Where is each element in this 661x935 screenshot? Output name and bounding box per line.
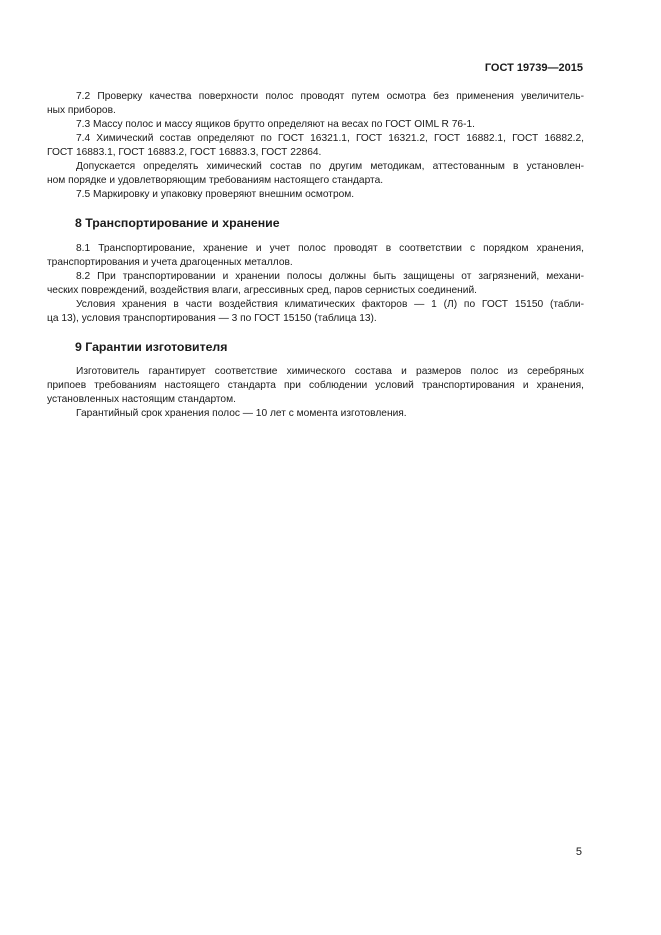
text-line: 8.2 При транспортировании и хранении полосы должны быть защищены от загрязнений, механи- xyxy=(76,271,584,282)
text-line: ном порядке и удовлетворяющим требованиям настоящего стандарта. xyxy=(47,175,384,186)
text-line: Допускается определять химический состав по другим методикам, аттестованным в установлен- xyxy=(76,161,584,172)
text-line: 7.3 Массу полос и массу ящиков брутто определяют на весах по ГОСТ OIML R 76-1. xyxy=(76,119,475,130)
text-line: Гарантийный срок хранения полос — 10 лет с момента изготовления. xyxy=(76,408,407,419)
section-9-heading: 9 Гарантии изготовителя xyxy=(75,340,228,354)
text-line: ца 13), условия транспортирования — 3 по ГОСТ 15150 (таблица 13). xyxy=(47,313,377,324)
paragraph-storage-conditions xyxy=(47,298,584,326)
paragraph-warranty xyxy=(47,365,584,407)
paragraph-7-5 xyxy=(47,188,584,202)
text-line: 7.5 Маркировку и упаковку проверяют внешним осмотром. xyxy=(76,189,355,200)
page-body xyxy=(47,90,584,421)
paragraph-alternative-methods xyxy=(47,160,584,188)
page-number: 5 xyxy=(575,846,582,858)
text-line: Условия хранения в части воздействия климатических факторов — 1 (Л) по ГОСТ 15150 (табли- xyxy=(76,299,584,310)
paragraph-warranty-period xyxy=(47,407,584,421)
text-line: ческих повреждений, воздействия влаги, агрессивных сред, паров сернистых соединений. xyxy=(47,285,477,296)
text-line: установленных настоящим стандартом. xyxy=(47,394,236,405)
text-line: припоев требованиям настоящего стандарта при соблюдении условий транспортирования и хранения, xyxy=(47,380,584,391)
paragraph-8-1 xyxy=(47,242,584,270)
document-header-id: ГОСТ 19739—2015 xyxy=(484,62,583,74)
text-line: 7.2 Проверку качества поверхности полос проводят путем осмотра без применения увеличитель- xyxy=(76,91,584,102)
text-line: транспортирования и учета драгоценных металлов. xyxy=(47,257,293,268)
paragraph-8-2 xyxy=(47,270,584,298)
text-line: ГОСТ 16883.1, ГОСТ 16883.2, ГОСТ 16883.3, ГОСТ 22864. xyxy=(47,147,322,158)
text-line: Изготовитель гарантирует соответствие химического состава и размеров полос из серебряных xyxy=(76,366,584,377)
paragraph-7-4 xyxy=(47,132,584,160)
section-8-heading: 8 Транспортирование и хранение xyxy=(75,216,280,230)
paragraph-7-2 xyxy=(47,90,584,118)
text-line: 7.4 Химический состав определяют по ГОСТ 16321.1, ГОСТ 16321.2, ГОСТ 16882.1, ГОСТ 16882.2, xyxy=(76,133,584,144)
text-line: ных приборов. xyxy=(47,105,116,116)
text-line: 8.1 Транспортирование, хранение и учет полос проводят в соответствии с порядком хранения, xyxy=(76,243,584,254)
paragraph-7-3 xyxy=(47,118,584,132)
